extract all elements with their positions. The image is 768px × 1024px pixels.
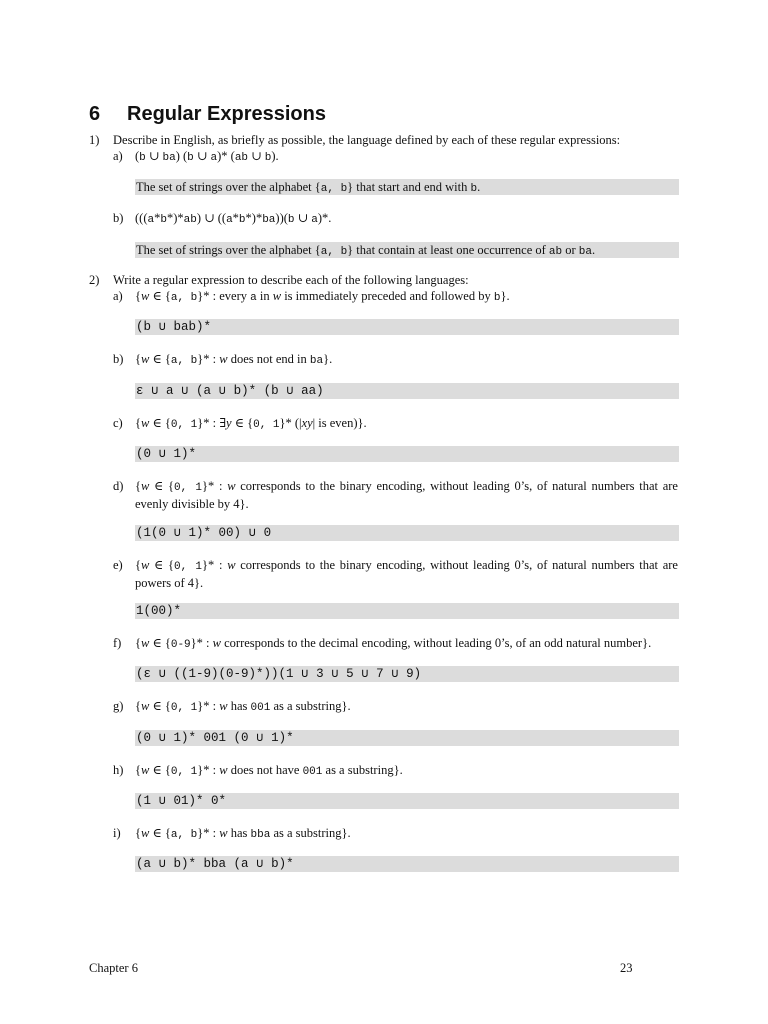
question-1-number: 1)	[89, 133, 100, 147]
q2i-language: {w ∈ {a, b}* : w has bba as a substring}.	[135, 826, 351, 841]
question-2-number: 2)	[89, 273, 100, 287]
q2h-language: {w ∈ {0, 1}* : w does not have 001 as a substring}.	[135, 763, 403, 778]
q2i-label: i)	[113, 826, 121, 840]
q1a-expression: (b ∪ ba) (b ∪ a)* (ab ∪ b).	[135, 149, 279, 164]
question-2-prompt: Write a regular expression to describe each of the following languages:	[113, 273, 469, 287]
q2f-language: {w ∈ {0-9}* : w corresponds to the decimal encoding, without leading 0’s, of an odd natural number}.	[135, 636, 652, 651]
section-number: 6	[89, 103, 101, 125]
q2h-label: h)	[113, 763, 124, 777]
q2h-answer: (1 ∪ 01)* 0*	[135, 793, 679, 809]
q2b-label: b)	[113, 352, 124, 366]
q2f-label: f)	[113, 636, 122, 650]
q1b-answer: The set of strings over the alphabet {a, b} that contain at least one occurrence of ab or ba.	[135, 242, 679, 258]
q2a-answer: (b ∪ bab)*	[135, 319, 679, 335]
q2c-label: c)	[113, 416, 123, 430]
q1a-answer: The set of strings over the alphabet {a, b} that start and end with b.	[135, 179, 679, 195]
q1a-label: a)	[113, 149, 123, 163]
question-1-prompt: Describe in English, as briefly as possible, the language defined by each of these regular expressions:	[113, 133, 621, 147]
q2g-answer: (0 ∪ 1)* 001 (0 ∪ 1)*	[135, 730, 679, 746]
q1b-expression: (((a*b*)*ab) ∪ ((a*b*)*ba))(b ∪ a)*.	[135, 211, 332, 226]
section-heading	[89, 103, 326, 126]
footer-chapter: Chapter 6	[89, 961, 138, 975]
q2d-language: {w ∈ {0, 1}* : w corresponds to the binary encoding, without leading 0’s, of natural numbers that are evenly divisible by 4}.	[135, 479, 678, 511]
q1b-label: b)	[113, 211, 124, 225]
q2e-language: {w ∈ {0, 1}* : w corresponds to the binary encoding, without leading 0’s, of natural numbers that are powers of 4}.	[135, 558, 678, 590]
q2d-answer: (1(0 ∪ 1)* 00) ∪ 0	[135, 525, 679, 541]
section-title: Regular Expressions	[127, 103, 326, 125]
q2b-language: {w ∈ {a, b}* : w does not end in ba}.	[135, 352, 333, 367]
q2a-label: a)	[113, 289, 123, 303]
q2f-answer: (ε ∪ ((1-9)(0-9)*))(1 ∪ 3 ∪ 5 ∪ 7 ∪ 9)	[135, 666, 679, 682]
q2i-answer: (a ∪ b)* bba (a ∪ b)*	[135, 856, 679, 872]
q2g-language: {w ∈ {0, 1}* : w has 001 as a substring}.	[135, 699, 351, 714]
q2e-answer: 1(00)*	[135, 603, 679, 619]
q2a-language: {w ∈ {a, b}* : every a in w is immediately preceded and followed by b}.	[135, 289, 510, 304]
q2c-language: {w ∈ {0, 1}* : ∃y ∈ {0, 1}* (|xy| is even)}.	[135, 416, 367, 431]
q2d-label: d)	[113, 479, 124, 493]
q2e-label: e)	[113, 558, 123, 572]
q2g-label: g)	[113, 699, 124, 713]
q2c-answer: (0 ∪ 1)*	[135, 446, 679, 462]
q2b-answer: ε ∪ a ∪ (a ∪ b)* (b ∪ aa)	[135, 383, 679, 399]
footer-page-number: 23	[620, 961, 633, 975]
